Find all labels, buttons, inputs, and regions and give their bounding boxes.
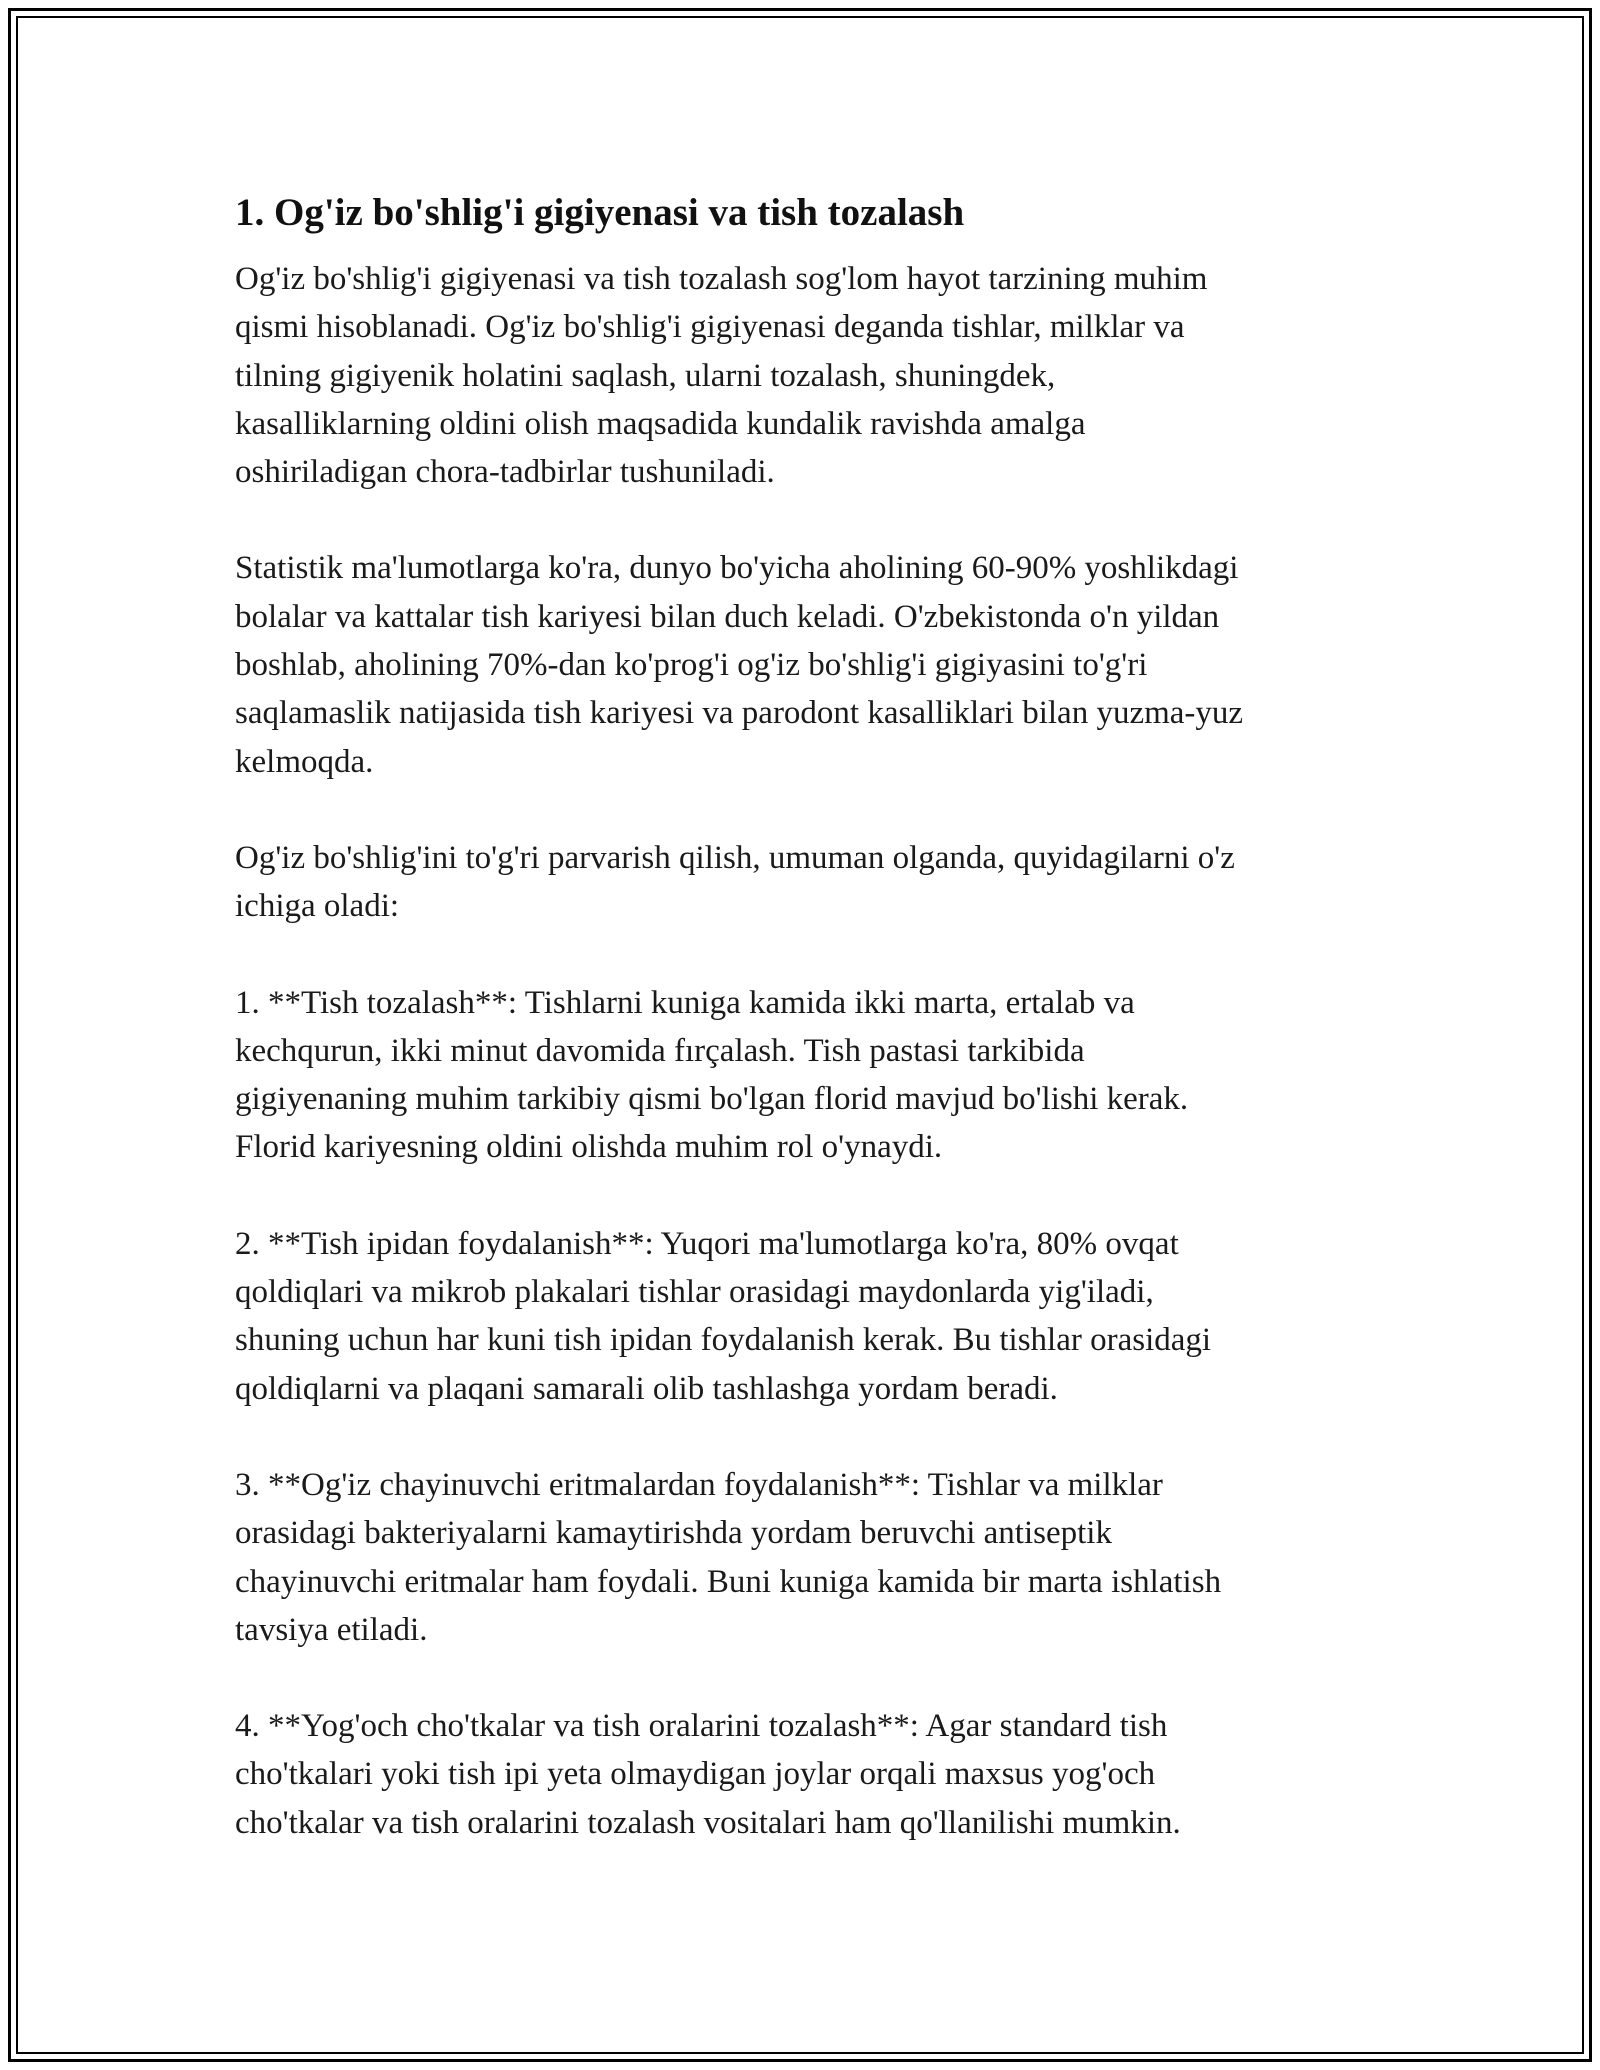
section-heading: 1. Og'iz bo'shlig'i gigiyenasi va tish tozalash	[235, 191, 965, 234]
list-item-flossing: 2. **Tish ipidan foydalanish**: Yuqori ma'lumotlarga ko'ra, 80% ovqat qoldiqlari va mikrob plakalari tishlar orasidagi maydonlarda yig'iladi, shuning uchun har kuni tish ipidan foydalanish kerak. Bu tishlar orasidagi qoldiqlarni va plaqani samarali olib tashlashga yordam beradi.	[235, 1225, 1212, 1407]
list-item-mouthwash: 3. **Og'iz chayinuvchi eritmalardan foydalanish**: Tishlar va milklar orasidagi bakteriyalarni kamaytirishda yordam beruvchi antiseptik chayinuvchi eritmalar ham foydali. Buni kuniga kamida bir marta ishlatish tavsiya etiladi.	[235, 1466, 1222, 1648]
document-body	[235, 185, 1375, 1895]
paragraph-care-intro: Og'iz bo'shlig'ini to'g'ri parvarish qilish, umuman olganda, quyidagilarni o'z ichiga oladi:	[235, 839, 1235, 925]
paragraph-intro: Og'iz bo'shlig'i gigiyenasi va tish tozalash sog'lom hayot tarzining muhim qismi hisoblanadi. Og'iz bo'shlig'i gigiyenasi deganda tishlar, milklar va tilning gigiyenik holatini saqlash, ularni tozalash, shuningdek, kasalliklarning oldini olish maqsadida kundalik ravishda amalga oshiriladigan chora-tadbirlar tushuniladi.	[235, 261, 1208, 491]
paragraph-statistics: Statistik ma'lumotlarga ko'ra, dunyo bo'yicha aholining 60-90% yoshlikdagi bolalar va kattalar tish kariyesi bilan duch keladi. O'zbekistonda o'n yildan boshlab, aholining 70%-dan ko'prog'i og'iz bo'shlig'i gigiyasini to'g'ri saqlamaslik natijasida tish kariyesi va parodont kasalliklari bilan yuzma-yuz kelmoqda.	[235, 550, 1244, 780]
list-item-interdental-brushes: 4. **Yog'och cho'tkalar va tish oralarini tozalash**: Agar standard tish cho'tkalari yoki tish ipi yeta olmaydigan joylar orqali maxsus yog'och cho'tkalar va tish oralarini tozalash vositalari ham qo'llanilishi mumkin.	[235, 1708, 1181, 1841]
list-item-brushing: 1. **Tish tozalash**: Tishlarni kuniga kamida ikki marta, ertalab va kechqurun, ikki minut davomida fırçalash. Tish pastasi tarkibida gigiyenaning muhim tarkibiy qismi bo'lgan florid mavjud bo'lishi kerak. Florid kariyesning oldini olishda muhim rol o'ynaydi.	[235, 984, 1189, 1166]
